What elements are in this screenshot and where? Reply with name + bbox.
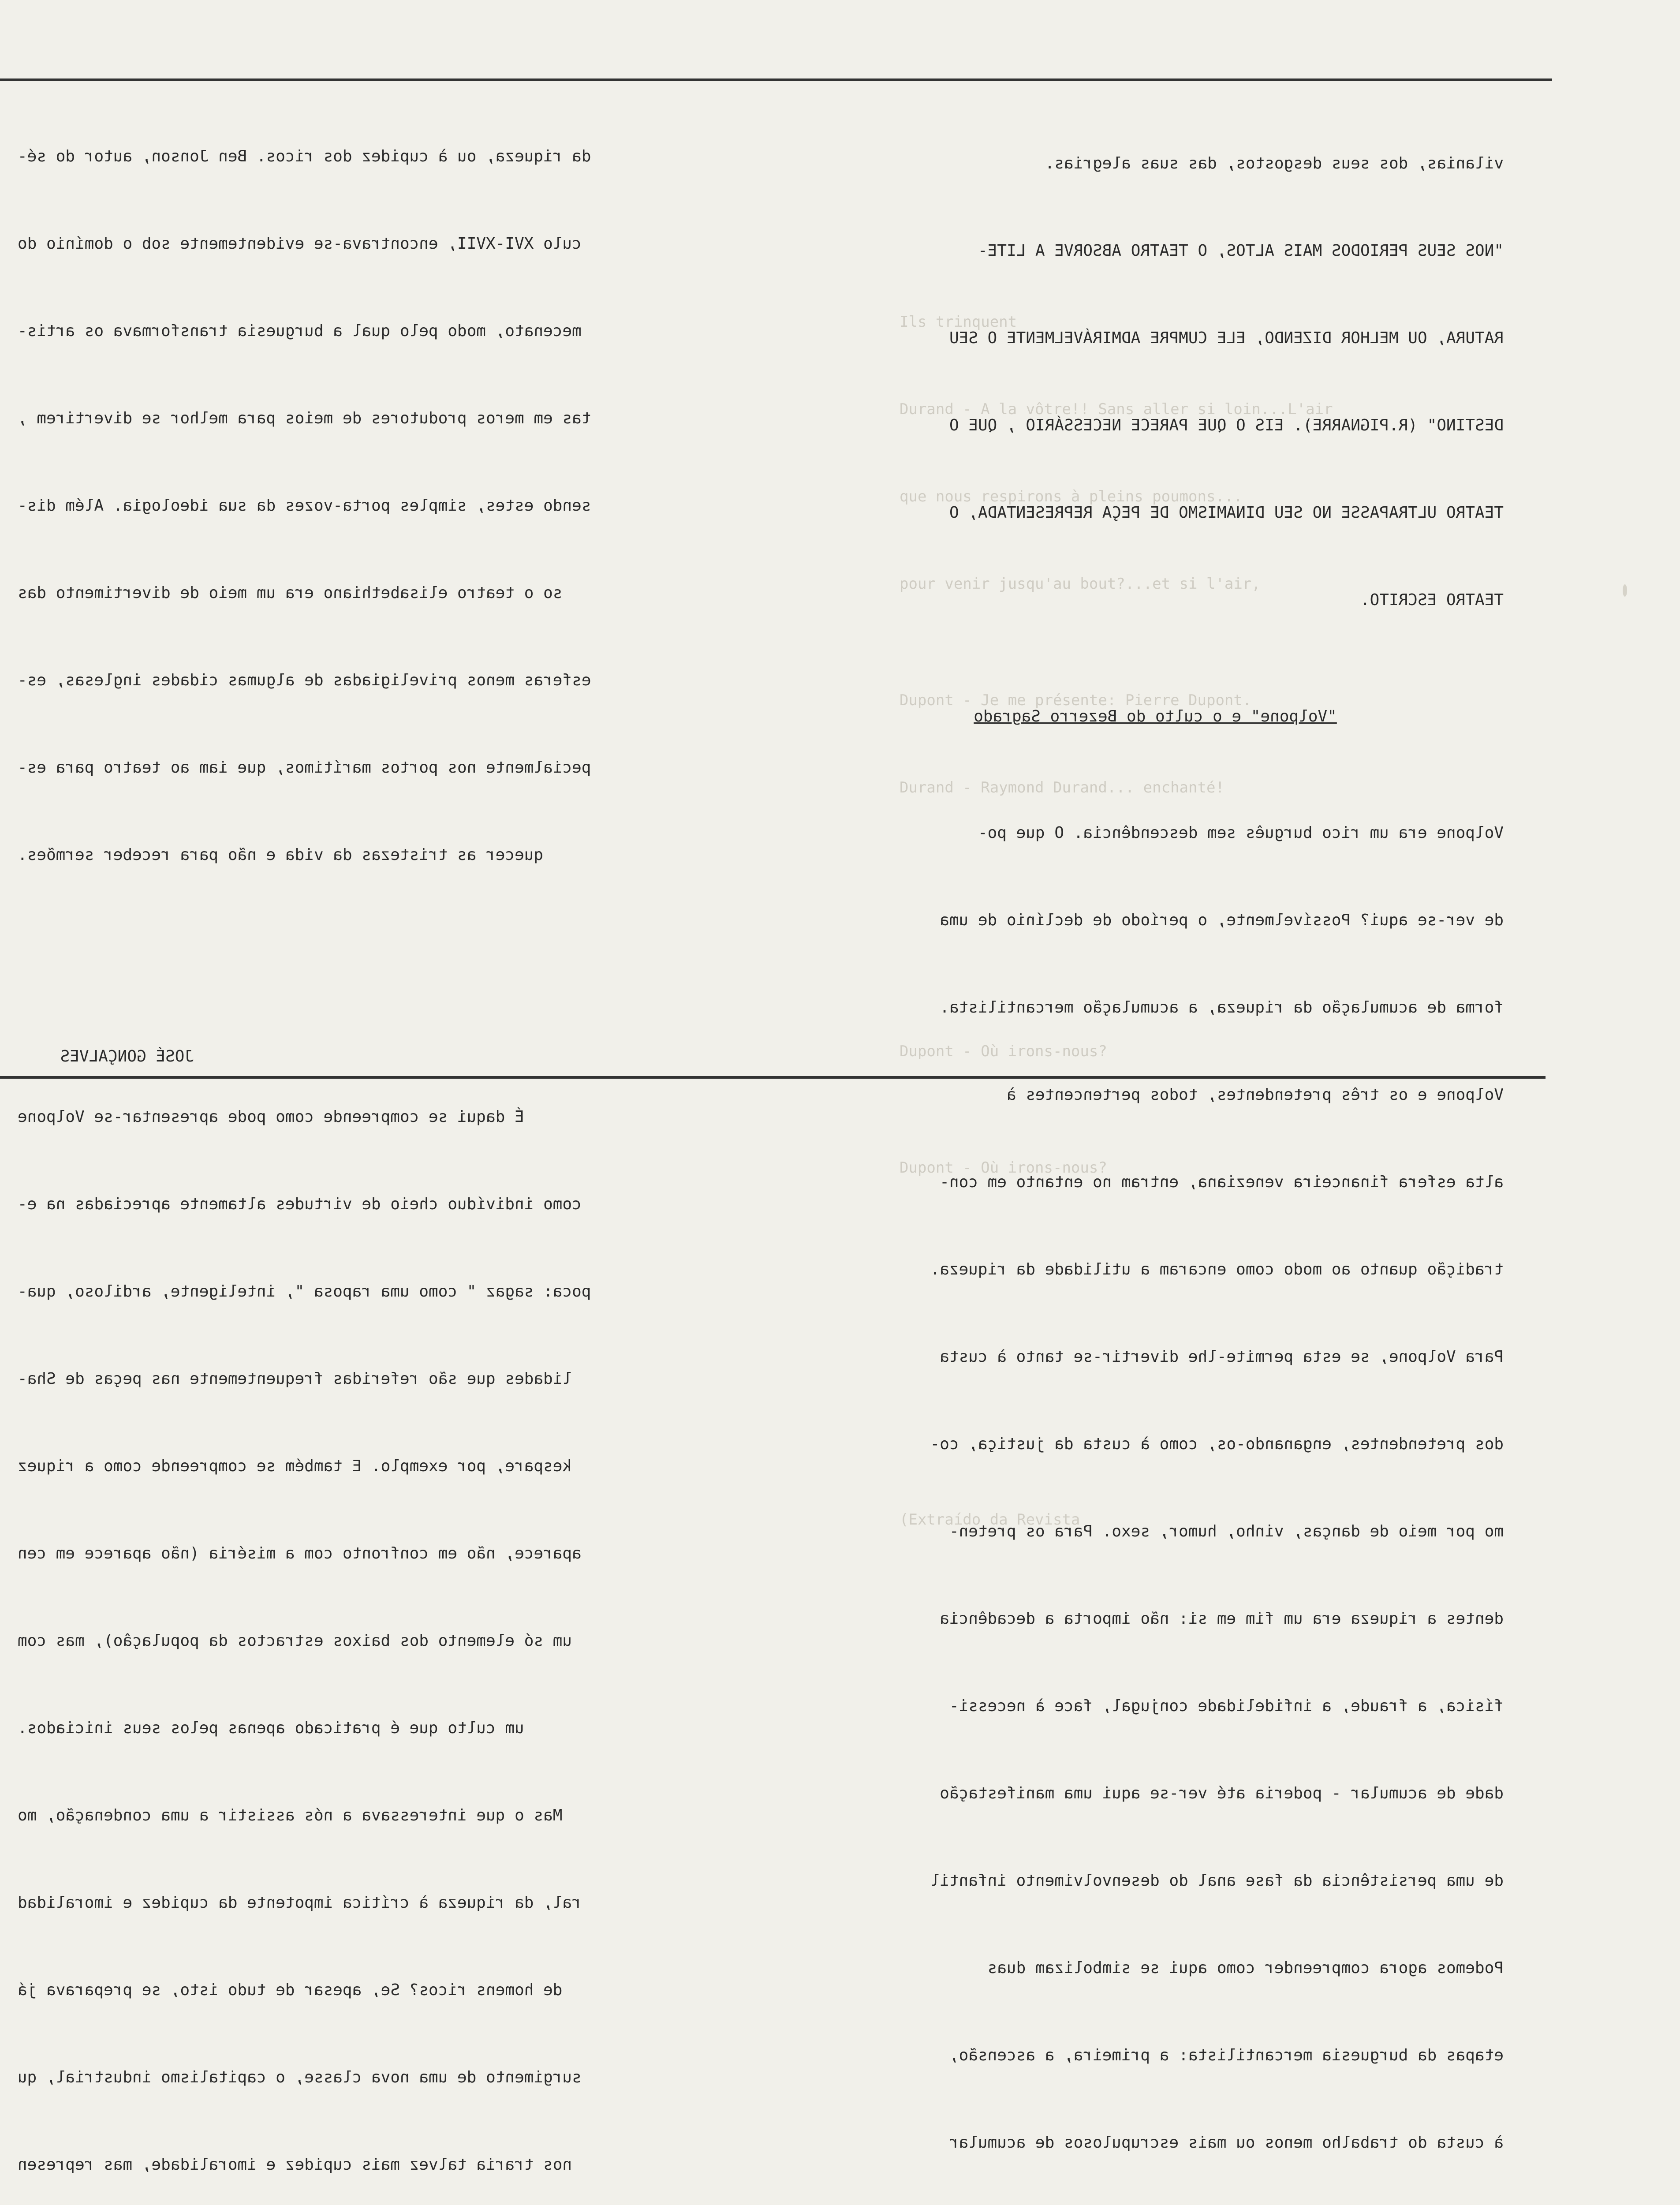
text-line: Volpone e os três pretendentes, todos pertencentes à: [1006, 1086, 1504, 1104]
text-line: física, a fraude, a infidelidade conjugal, face à necessi-: [949, 1697, 1504, 1715]
text-line: sendo estes, simples porta-vozes da sua ideologia. Além dis-: [18, 497, 591, 515]
text-line: esferas menos priveligiadas de algumas cidades inglesas, es-: [18, 671, 591, 689]
text-line: lidades que são referidas frequentemente nas peças de Sha-: [18, 1370, 572, 1388]
text-line: TEATRO ESCRITO.: [1360, 591, 1504, 609]
text-line: Para Volpone, se esta permite-lhe divertir-se tanto à custa: [940, 1348, 1504, 1366]
text-line: RATURA, OU MELHOR DIZENDO, ELE CUMPRE ADMIRÁVELMENTE O SEU: [949, 329, 1504, 347]
text-line: kespare, por exemplo. E também se compreende como a riquez: [18, 1457, 572, 1475]
punch-mark: [1623, 584, 1627, 597]
left-column: [18, 84, 741, 2205]
text-line: TEATRO ULTRAPASSE NO SEU DINAMISMO DE PEÇA REPRESENTADA, O: [949, 504, 1504, 522]
text-line: surgimento de uma nova classe, o capitalismo industrial, qu: [18, 2068, 582, 2086]
show-through-line: Ils trinquent: [900, 313, 1017, 331]
text-line: de uma persistência da fase anal do desenvolvimento infantil: [930, 1872, 1504, 1890]
text-line: vilanias, dos seus desgostos, das suas alegrias.: [1045, 154, 1504, 172]
text-line: so o teatro elisabethiano era um meio de divertimento das: [18, 584, 563, 602]
text-line: ral, da riqueza à crítica impotente da cupidez e imoralidad: [18, 1894, 582, 1912]
text-line: tas em meros produtores de meios para melhor se divertirem ,: [18, 409, 591, 427]
text-line: É daqui se compreende como pode apresentar-se Volpone: [18, 1108, 524, 1126]
text-line: tradição quanto ao modo como encaram a utilidade da riqueza.: [930, 1260, 1504, 1278]
text-line: pecialmente nos portos marítimos, que iam ao teatro para es-: [18, 759, 591, 777]
show-through-line: Durand - A la vôtre!! Sans aller si loin...L'air: [900, 400, 1333, 418]
text-line: mo por meio de danças, vinho, humor, sexo. Para os preten-: [949, 1522, 1504, 1540]
show-through-line: que nous respirons à pleins poumons...: [900, 488, 1243, 505]
top-rule: [0, 78, 1552, 81]
show-through-line: (Extraído da Revista: [900, 1511, 1080, 1529]
author-signature: JOSÉ GONÇALVES: [60, 1047, 194, 1065]
right-column: [807, 91, 1504, 2205]
text-line: de homens ricos? Se, apesar de tudo isto, se preparava já: [18, 1981, 563, 1999]
text-line: [18, 928, 741, 957]
show-through-line: Dupont - Où irons-nous?: [900, 1159, 1107, 1177]
text-line: Podemos agora compreender como aqui se simbolizam duas: [987, 1959, 1504, 1977]
text-line: forma de acumulação da riqueza, a acumulação mercantilista.: [940, 998, 1504, 1017]
text-line: um culto que é praticado apenas pelos seus iniciados.: [18, 1719, 524, 1737]
text-line: poca: sagaz " como uma raposa ", inteligente, ardiloso, qua-: [18, 1282, 591, 1301]
text-line: quecer as tristezas da vida e não para receber sermões.: [18, 846, 544, 864]
show-through-line: Dupont - Je me présente: Pierre Dupont.: [900, 691, 1252, 709]
text-line: de ver-se aqui? Possívelmente, o período de declínio de uma: [940, 911, 1504, 929]
text-line: "NOS SEUS PERIODOS MAIS ALTOS, O TEATRO ABSORVE A LITE-: [978, 242, 1504, 260]
text-line: alta esfera financeira veneziana, entram no entanto em con-: [940, 1173, 1504, 1191]
text-line: dos pretendentes, enganando-os, como à custa da justiça, co-: [930, 1435, 1504, 1453]
text-line: Volpone era um rico burguês sem descendência. O que po-: [978, 824, 1504, 842]
text-line: aparece, não em confronto com a miséria (não aparece em cen: [18, 1544, 582, 1562]
text-line: dade de acumular - poderia até ver-se aqui uma manifestação: [940, 1784, 1504, 1802]
text-line: um só elemento dos baixos estractos da populaçâo), mas com: [18, 1632, 572, 1650]
text-line: DESTINO" (R.PIGNARRE). EIS O QUE PARECE NECESSÁRIO , QUE O: [949, 416, 1504, 434]
show-through-line: pour venir jusqu'au bout?...et si l'air,: [900, 575, 1261, 593]
text-line: [18, 1015, 741, 1044]
section-heading: "Volpone" e o culto do Bezerro Sagrado: [974, 707, 1337, 725]
text-line: dentes a riqueza era um fim em si: não importa a decadência: [940, 1610, 1504, 1628]
text-line: etapas da burguesia mercantilista: a primeira, a ascensão,: [949, 2046, 1504, 2064]
text-line: mecenato, modo pelo qual a burguesia transformava os artis-: [18, 322, 582, 340]
text-line: Mas o que interessava a nós assistir a uma condenação, mo: [18, 1806, 563, 1824]
show-through-line: Dupont - Où irons-nous?: [900, 1043, 1107, 1060]
text-line: culo XVI-XVII, encontrava-se evidentemente sob o domínio do: [18, 235, 582, 253]
text-line: como indivíduo cheio de virtudes altamente apreciadas na e-: [18, 1195, 582, 1213]
text-line: nos traria talvez mais cupidez e imoralidade, mas represen: [18, 2156, 572, 2174]
show-through-line: Durand - Raymond Durand... enchanté!: [900, 779, 1225, 796]
text-line: da riqueza, ou à cupidez dos ricos. Ben Jonson, autor do sé-: [18, 147, 591, 165]
text-line: à custa do trabalho menos ou mais escrupulosos de acumular: [949, 2134, 1504, 2152]
